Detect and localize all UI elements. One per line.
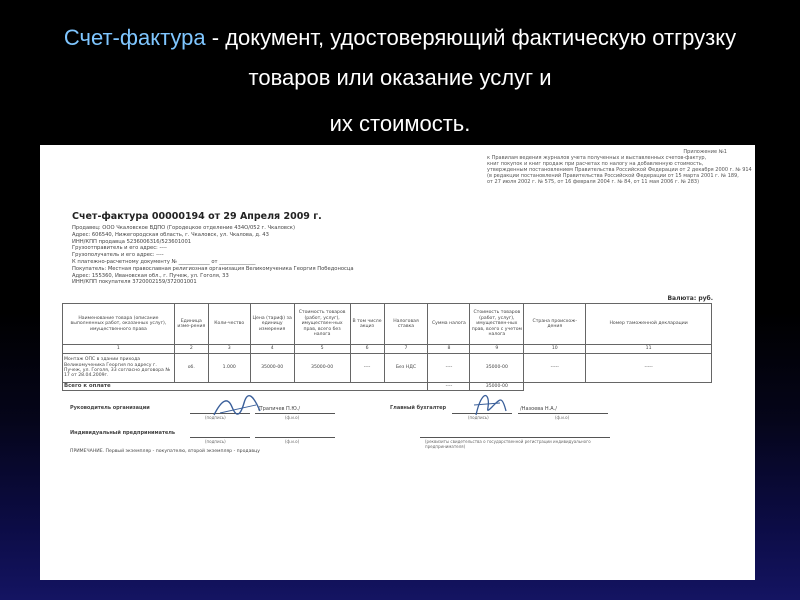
item-name: Монтаж ОПС в здании прихода Великомученика Георгия по адресу г. Пучеж, ул. Гоголя, 33 согласно договора № 17 от 28.04.2009г. xyxy=(63,354,175,383)
entrepreneur-label: Индивидуальный предприниматель xyxy=(70,430,176,436)
name-line xyxy=(255,413,335,414)
title-accent: Счет-фактура xyxy=(63,25,206,50)
total-sum: 35000-00 xyxy=(470,383,524,391)
column-number: 10 xyxy=(524,345,586,354)
column-number: 3 xyxy=(208,345,250,354)
field-buyer: Покупатель: Местная православная религиозная организация Великомученика Георгия Победоносца xyxy=(72,265,354,272)
invoice-title: Счет-фактура 00000194 от 29 Апреля 2009 г. xyxy=(72,211,322,222)
column-header: Сумма налога xyxy=(428,304,470,345)
total-label: Всего к оплате xyxy=(63,383,428,391)
total-row xyxy=(63,383,712,391)
appendix-line: к Правилам ведения журналов учета полученных и выставленных счетов-фактур, xyxy=(487,155,707,161)
empty-cell xyxy=(524,383,586,391)
field-consignee: Грузополучатель и его адрес: ---- xyxy=(72,252,164,259)
signature-accountant-icon xyxy=(470,389,510,419)
column-header: Единица изме-рения xyxy=(174,304,208,345)
field-shipper: Грузоотправитель и его адрес: ---- xyxy=(72,245,167,252)
appendix-line: от 27 июля 2002 г. № 575, от 16 февраля 2004 г. № 84, от 11 мая 2006 г. № 283) xyxy=(487,179,700,185)
slide-title xyxy=(60,18,740,144)
appendix-line: (в редакции постановлений Правительства Российской Федерации от 15 марта 2001 г. № 189, xyxy=(487,173,739,179)
appendix-note xyxy=(487,149,752,185)
field-buyer-address: Адрес: 155360, Ивановская обл., г. Пучеж, ул. Гоголя, 33 xyxy=(72,272,229,279)
column-header: Стоимость товаров (работ, услуг), имуществен-ных прав, всего с учетом налога xyxy=(470,304,524,345)
invoice-fields xyxy=(72,225,392,286)
name-hint: (ф.и.о) xyxy=(285,415,300,420)
column-header: Цена (тариф) за единицу измерения xyxy=(250,304,294,345)
title-rest: документ, удостоверяющий фактическую отгрузку товаров или оказание услуг и xyxy=(225,25,737,90)
column-number: 9 xyxy=(470,345,524,354)
appendix-line: книг покупок и книг продаж при расчетах по налогу на добавленную стоимость, xyxy=(487,161,704,167)
head-name: /Трапичев П.Ю./ xyxy=(258,406,301,412)
field-seller: Продавец: ООО Чкаловское ВДПО (Городецкое отделение 434О/052 г. Чкаловск) xyxy=(72,225,295,231)
total-tax: ---- xyxy=(428,383,470,391)
column-number: 11 xyxy=(586,345,712,354)
table-header-row xyxy=(63,304,712,345)
field-buyer-inn: ИНН/КПП покупателя 3720002159/372001001 xyxy=(72,279,197,286)
accountant-name: /Назоева Н.А./ xyxy=(520,406,557,412)
column-number: 1 xyxy=(63,345,175,354)
item-declaration: ----- xyxy=(586,354,712,383)
column-header: В том числе акциз xyxy=(350,304,384,345)
item-country: ----- xyxy=(524,354,586,383)
sign-hint: (подпись) xyxy=(205,415,226,420)
column-number: 8 xyxy=(428,345,470,354)
column-number: 7 xyxy=(384,345,428,354)
name-line xyxy=(518,413,608,414)
title-dash: - xyxy=(205,25,226,50)
column-number: 4 xyxy=(250,345,294,354)
column-header: Стоимость товаров (работ, услуг), имуществен-ных прав, всего без налога xyxy=(294,304,350,345)
name-line xyxy=(255,437,335,438)
column-number-row xyxy=(63,345,712,354)
invoice-table xyxy=(62,303,712,391)
accountant-label: Главный бухгалтер xyxy=(390,405,447,411)
currency-label: Валюта: руб. xyxy=(667,295,713,302)
signature-head-icon xyxy=(210,393,265,421)
item-unit: об. xyxy=(174,354,208,383)
table-row xyxy=(63,354,712,383)
item-rate: Без НДС xyxy=(384,354,428,383)
sign-hint: (подпись) xyxy=(205,439,226,444)
name-hint: (ф.и.о) xyxy=(555,415,570,420)
field-seller-address: Адрес: 606540, Нижегородская область, г. Чкаловск, ул. Чкалова, д. 43 xyxy=(72,231,269,238)
column-header: Налоговая ставка xyxy=(384,304,428,345)
item-tax: ---- xyxy=(428,354,470,383)
empty-cell xyxy=(586,383,712,391)
field-seller-inn: ИНН/КПП продавца 5236006316/523601001 xyxy=(72,238,192,245)
name-hint: (ф.и.о) xyxy=(285,439,300,444)
signature-line xyxy=(190,437,250,438)
certificate-hint: (реквизиты свидетельства о государственной регистрации индивидуального предпринимателя) xyxy=(425,439,591,449)
title-line3: их стоимость. xyxy=(329,111,471,136)
item-total: 35000-00 xyxy=(470,354,524,383)
column-header: Наименование товара (описание выполненных работ, оказанных услуг), имущественного права xyxy=(63,304,175,345)
column-header: Страна происхож-дения xyxy=(524,304,586,345)
column-number: 6 xyxy=(350,345,384,354)
head-label: Руководитель организации xyxy=(70,405,150,411)
certificate-line xyxy=(420,437,610,438)
item-price: 35000-00 xyxy=(250,354,294,383)
column-header: Коли-чество xyxy=(208,304,250,345)
sign-hint: (подпись) xyxy=(468,415,489,420)
appendix-line: Приложение №1 xyxy=(683,149,727,155)
footnote: ПРИМЕЧАНИЕ. Первый экземпляр - покупателю, второй экземпляр - продавцу xyxy=(70,449,260,454)
column-number: 2 xyxy=(174,345,208,354)
item-excise: ---- xyxy=(350,354,384,383)
column-number: 5 xyxy=(294,345,350,354)
item-qty: 1.000 xyxy=(208,354,250,383)
item-cost: 35000-00 xyxy=(294,354,350,383)
field-payment-doc: К платежно-расчетному документу № ____________ от ______________ xyxy=(72,258,256,265)
invoice-document xyxy=(40,145,755,580)
column-header: Номер таможенной декларации xyxy=(586,304,712,345)
appendix-line: утвержденным постановлением Правительства Российской Федерации от 2 декабря 2000 г. № 914 xyxy=(487,167,752,173)
